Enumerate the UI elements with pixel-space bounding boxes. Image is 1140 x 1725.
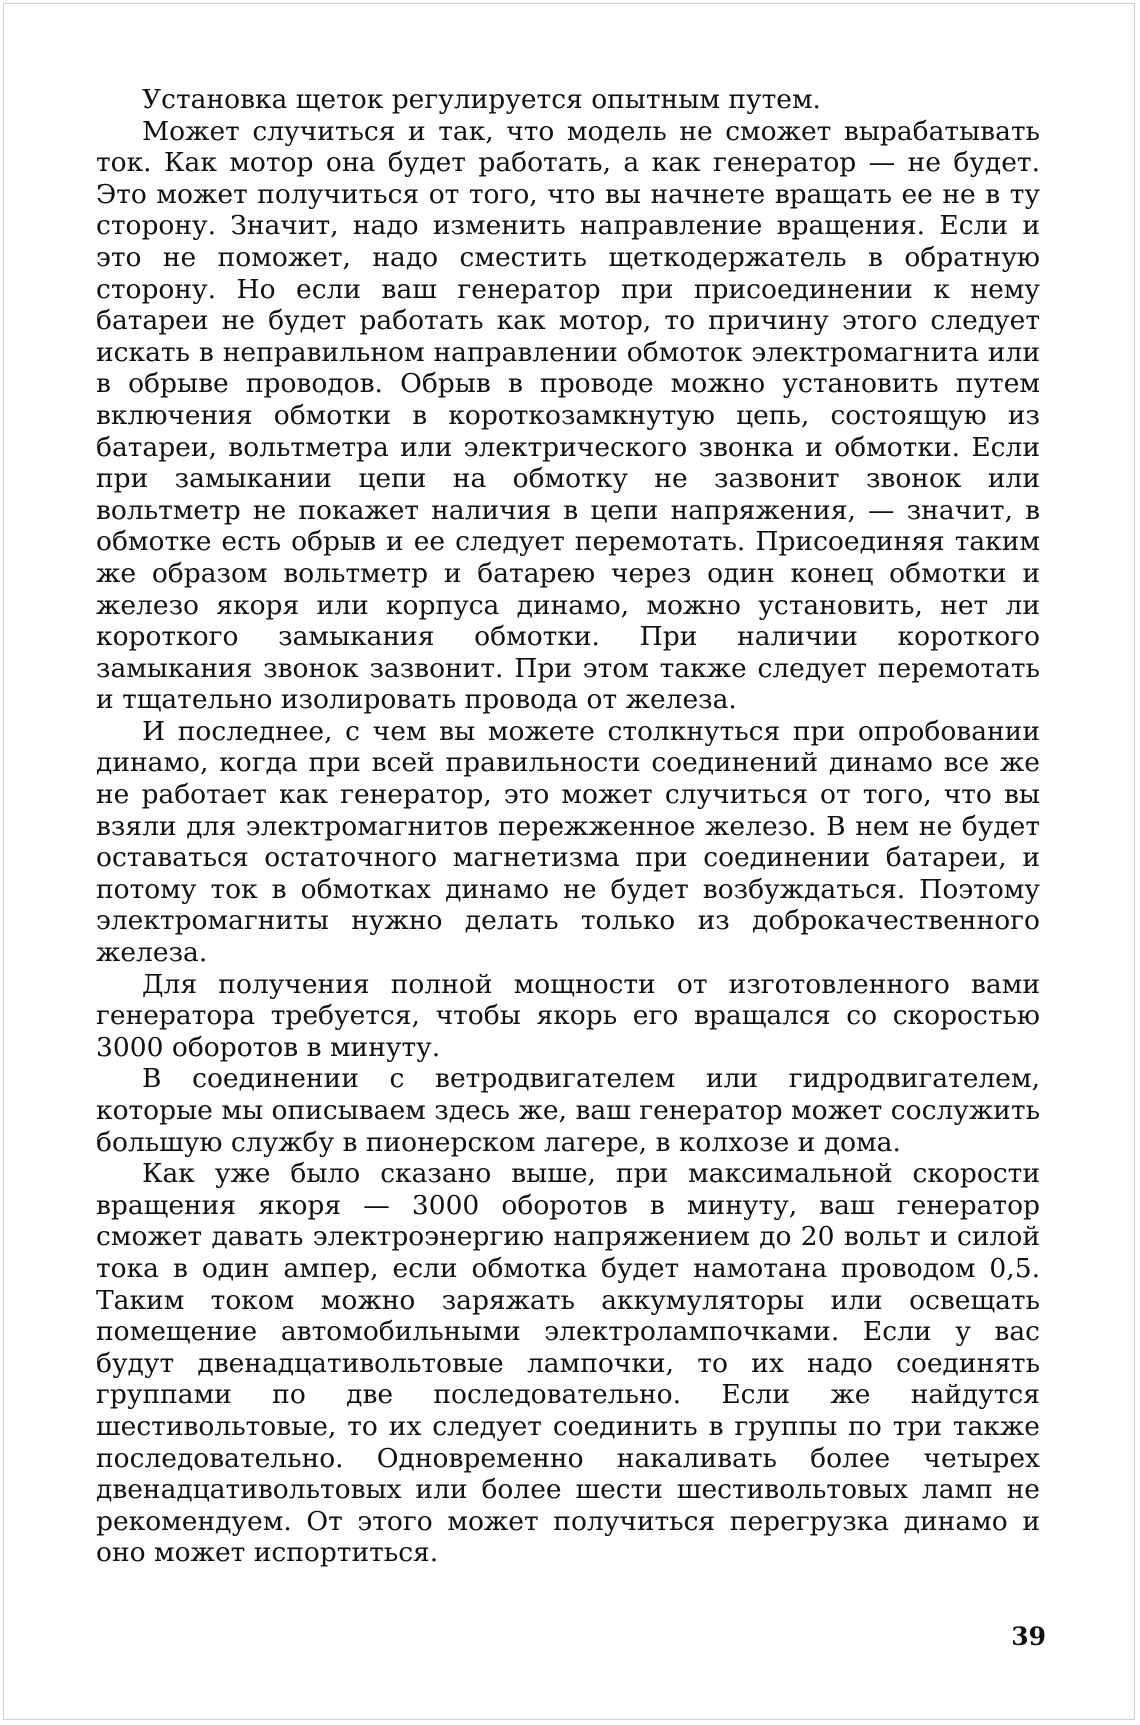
paragraph-output-specs: Как уже было сказано выше, при максимальной скорости вращения якоря — 3000 оборотов в минуту, ваш генератор сможет давать электроэнергию напряжением до 20 вольт и силой тока в один ампер, если обмотка будет намотана проводом 0,5. Таким током можно заряжать аккумуляторы или освещать помещение автомобильными электролампочками. Если у вас будут двенадцативольтовые лампочки, то их надо соединять группами по две последовательно. Если же найдутся шестивольтовые, то их следует соединить в группы по три также последовательно. Одновременно накаливать более четырех двенадцативольтовых или более шести шестивольтовых ламп не рекомендуем. От этого может получиться перегрузка динамо и оно может испортиться.: [96, 1158, 1040, 1569]
page-number: 39: [1011, 1622, 1046, 1651]
body-text: [96, 84, 1040, 1569]
paragraph-troubleshooting: Может случиться и так, что модель не сможет вырабатывать ток. Как мотор она будет работать, а как генератор — не будет. Это может получиться от того, что вы начнете вращать ее не в ту сторону. Значит, надо изменить направление вращения. Если и это не поможет, надо сместить щеткодержатель в обратную сторону. Но если ваш генератор при присоединении к нему батареи не будет работать как мотор, то причину этого следует искать в неправильном направлении обмоток электромагнита или в обрыве проводов. Обрыв в проводе можно установить путем включения обмотки в короткозамкнутую цепь, состоящую из батареи, вольтметра или электрического звонка и обмотки. Если при замыкании цепи на обмотку не зазвонит звонок или вольтметр не покажет наличия в цепи напряжения, — значит, в обмотке есть обрыв и ее следует перемотать. Присоединяя таким же образом вольтметр и батарею через один конец обмотки и железо якоря или корпуса динамо, можно установить, нет ли короткого замыкания обмотки. При наличии короткого замыкания звонок зазвонит. При этом также следует перемотать и тщательно изолировать провода от железа.: [96, 115, 1040, 716]
paragraph-full-power: Для получения полной мощности от изготовленного вами генератора требуется, чтобы якорь его вращался со скоростью 3000 оборотов в минуту.: [96, 968, 1040, 1063]
paragraph-brush-setting: Установка щеток регулируется опытным путем.: [142, 84, 821, 115]
paragraph-burnt-iron: И последнее, с чем вы можете столкнуться при опробовании динамо, когда при всей правильности соединений динамо все же не работает как генератор, это может случиться от того, что вы взяли для электромагнитов пережженное железо. В нем не будет оставаться остаточного магнетизма при соединении батареи, и потому ток в обмотках динамо не будет возбуждаться. Поэтому электромагниты нужно делать только из доброкачественного железа.: [96, 715, 1040, 969]
paragraph-wind-hydro: В соединении с ветродвигателем или гидродвигателем, которые мы описываем здесь же, ваш генератор может сослужить большую службу в пионерском лагере, в колхозе и дома.: [96, 1063, 1040, 1158]
